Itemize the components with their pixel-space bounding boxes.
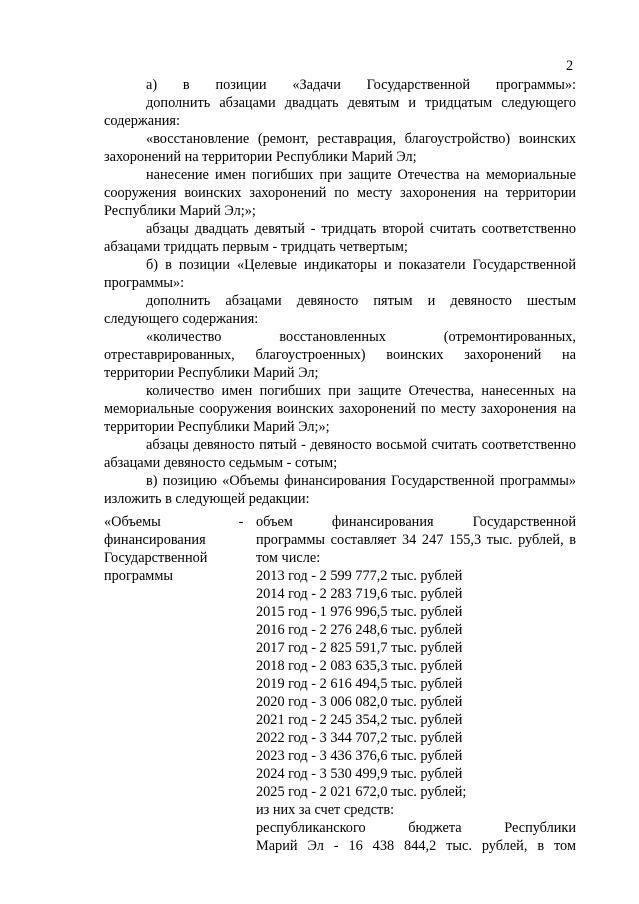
financing-details [256, 513, 576, 855]
paragraph-b: б) в позиции «Целевые индикаторы и показатели Государственной программы»: [104, 257, 576, 291]
document-body [104, 76, 576, 508]
financing-table [104, 513, 576, 855]
paragraph-names-memorials: нанесение имен погибших при защите Отечества на мемориальные сооружения воинских захоронений по месту захоронения на территории Республики Марий Эл;»; [104, 167, 576, 219]
year-row: 2017 год - 2 825 591,7 тыс. рублей [256, 640, 463, 656]
year-row: 2019 год - 2 616 494,5 тыс. рублей [256, 676, 463, 692]
financing-dash: - [238, 514, 244, 530]
paragraph-restoration: «восстановление (ремонт, реставрация, благоустройство) воинских захоронений на территории Республики Марий Эл; [104, 131, 576, 165]
page-number: 2 [566, 58, 574, 74]
year-row: 2014 год - 2 283 719,6 тыс. рублей [256, 586, 463, 602]
paragraph-add-29-30: дополнить абзацами двадцать девятым и тридцатым следующего содержания: [104, 95, 576, 129]
paragraph-c: в) позицию «Объемы финансирования Государственной программы» изложить в следующей редакции: [104, 473, 576, 507]
paragraph-a: а) в позиции «Задачи Государственной программы»: [146, 77, 576, 93]
year-row: 2020 год - 3 006 082,0 тыс. рублей [256, 694, 463, 710]
republic-budget-line-2: Марий Эл - 16 438 844,2 тыс. рублей, в том [256, 838, 576, 854]
year-row: 2018 год - 2 083 635,3 тыс. рублей [256, 658, 463, 674]
sources-intro: из них за счет средств: [256, 802, 395, 818]
paragraph-add-95-96: дополнить абзацами девяносто пятым и девяносто шестым следующего содержания: [104, 293, 576, 327]
year-row: 2013 год - 2 599 777,2 тыс. рублей [256, 568, 463, 584]
paragraph-renumber-95-98: абзацы девяносто пятый - девяносто восьмой считать соответственно абзацами девяносто седьмым - сотым; [104, 437, 576, 471]
year-row: 2016 год - 2 276 248,6 тыс. рублей [256, 622, 463, 638]
year-row: 2025 год - 2 021 672,0 тыс. рублей; [256, 784, 467, 800]
paragraph-renumber-29-32: абзацы двадцать девятый - тридцать второй считать соответственно абзацами тридцать первым - тридцать четвертым; [104, 221, 576, 255]
year-row: 2023 год - 3 436 376,6 тыс. рублей [256, 748, 463, 764]
financing-label: «Объемы финансирования Государственной программы [104, 514, 208, 584]
republic-budget-line-1: республиканского бюджета Республики [256, 820, 576, 836]
year-row: 2024 год - 3 530 499,9 тыс. рублей [256, 766, 463, 782]
financing-intro: объем финансирования Государственной программы составляет 34 247 155,3 тыс. рублей, в том числе: [256, 514, 576, 566]
paragraph-count-restored: «количество восстановленных (отремонтированных, отреставрированных, благоустроенных) воинских захоронений на территории Республики Марий Эл; [104, 329, 576, 381]
paragraph-count-names: количество имен погибших при защите Отечества, нанесенных на мемориальные сооружения воинских захоронений по месту захоронения на территории Республики Марий Эл;»; [104, 383, 576, 435]
year-row: 2021 год - 2 245 354,2 тыс. рублей [256, 712, 463, 728]
year-row: 2015 год - 1 976 996,5 тыс. рублей [256, 604, 463, 620]
year-row: 2022 год - 3 344 707,2 тыс. рублей [256, 730, 463, 746]
